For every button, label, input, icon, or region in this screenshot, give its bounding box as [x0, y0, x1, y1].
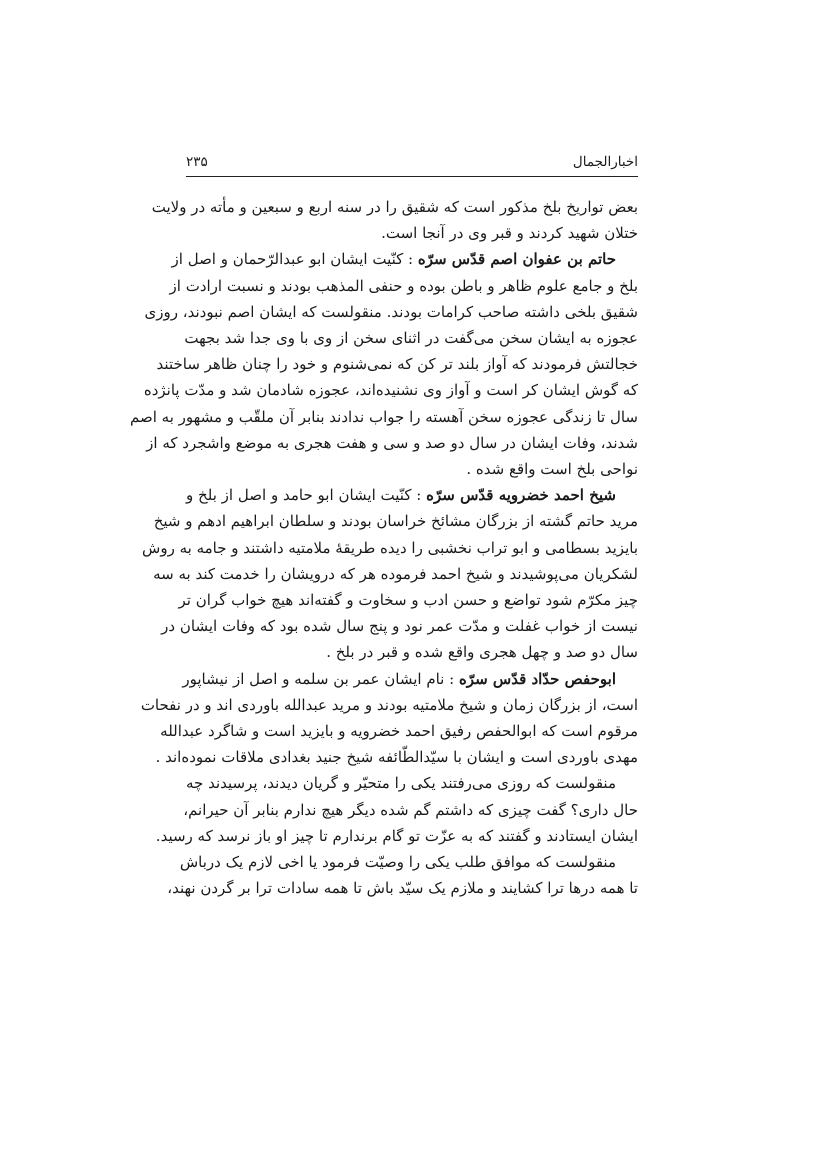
text-line	[186, 220, 638, 246]
text-line	[155, 823, 638, 849]
text-line	[156, 351, 638, 377]
text-line	[130, 404, 638, 430]
paragraph	[155, 770, 638, 849]
text-line	[186, 456, 638, 482]
text-line	[151, 194, 638, 220]
text-line	[186, 770, 638, 796]
text-line	[160, 718, 638, 744]
line-text: شقیق بلخی داشته صاحب کرامات بودند. منقولست که ایشان اصم نبودند، روزی	[144, 302, 638, 321]
paragraph	[130, 246, 638, 482]
text-line	[146, 430, 638, 456]
paragraph	[167, 849, 638, 901]
text-line	[142, 535, 638, 561]
line-text: ختلان شهید کردند و قبر وی در آنجا است.	[381, 224, 638, 243]
text-line	[171, 246, 638, 272]
text-line	[169, 273, 638, 299]
line-text: عجوزه به ایشان سخن می‌گفت در اثنای سخن از وی با وی جدا شد بجهت	[184, 329, 638, 348]
line-text: بلخ و جامع علوم ظاهر و باطن بوده و حنفی المذهب بودند و نسبت ارادت از	[169, 276, 638, 295]
line-text: نیست از خواب غفلت و مدّت عمر نود و پنج سال شده بود که وفات ایشان در	[161, 617, 638, 636]
line-text: حال داری؟ گفت چیزی که داشتم گم شده دیگر هیچ ندارم بنابر آن حیرانم،	[183, 800, 638, 819]
text-line	[167, 875, 638, 901]
entry-heading: حاتم بن عفوان اصم قدّس سرّه	[417, 250, 616, 269]
entry-heading: شیخ احمد خضرویه قدّس سرّه	[426, 486, 617, 505]
line-text: است، از بزرگان زمان و شیخ ملامتیه بودند و مرید عبدالله باوردی اند و در نفحات	[140, 695, 638, 714]
line-text: ایشان ایستادند و گفتند که به عزّت تو گام برندارم تا چیز او باز نرسد که رسید.	[155, 826, 638, 845]
text-line	[183, 797, 638, 823]
text-line	[186, 325, 638, 351]
text-line	[153, 508, 638, 534]
line-text: مرقوم است که ابوالحفص رفیق احمد خضرویه و بایزید است و شاگرد عبدالله	[160, 722, 638, 741]
text-line	[186, 639, 638, 665]
line-text: مرید حاتم گشته از بزرگان مشائخ خراسان بودند و سلطان ابراهیم ادهم و شیخ	[153, 512, 638, 531]
line-text: نواحی بلخ است واقع شده .	[466, 460, 638, 479]
text-body	[130, 194, 638, 901]
line-text: تا همه درها ترا کشایند و ملازم یک سیّد باش تا همه سادات ترا بر گردن نهند،	[167, 879, 638, 898]
line-text: : کنّیت ایشان ابو حامد و اصل از بلخ و	[186, 486, 427, 505]
page-number: ۲۳۵	[186, 154, 208, 170]
entry-heading: ابوحفص حدّاد قدّس سرّه	[458, 669, 616, 688]
line-text: بایزید بسطامی و ابو تراب نخشبی را دیده طریقهٔ ملامتیه داشتند و جامه به روش	[142, 538, 638, 557]
line-text: سال تا زندگی عجوزه سخن آهسته را جواب ندادند بنابر آن ملقّب و مشهور به اصم	[130, 407, 638, 426]
paragraph	[151, 194, 638, 246]
line-text: منقولست که موافق طلب یکی را وصیّت فرمود یا اخی لازم یک درباش	[179, 853, 616, 872]
paragraph	[140, 666, 638, 771]
line-text: منقولست که روزی می‌رفتند یکی را متحیّر و گریان دیدند، پرسیدند چه	[186, 774, 616, 793]
line-text: : نام ایشان عمر بن سلمه و اصل از نیشاپور	[182, 669, 459, 688]
book-title: اخبارالجمال	[572, 154, 638, 170]
text-line	[143, 377, 638, 403]
line-text: لشکریان می‌پوشیدند و شیخ احمد فرموده هر که درویشان را خدمت کند به سه	[153, 564, 638, 583]
line-text: بعض تواریخ بلخ مذکور است که شقیق را در سنه اربع و سبعین و مأته در ولایت	[151, 198, 638, 216]
line-text: خجالتش فرمودند که آواز بلند تر کن که نمی‌شنوم و خود را چنان ظاهر ساختند	[156, 355, 638, 374]
line-text: سال دو صد و چهل هجری واقع شده و قبر در بلخ .	[326, 643, 638, 662]
text-line	[155, 744, 638, 770]
text-line	[161, 613, 638, 639]
line-text: مهدی باوردی است و ایشان با سیّدالطّائفه شیخ جنید بغدادی ملاقات نموده‌اند .	[155, 748, 638, 767]
text-line	[153, 561, 638, 587]
line-text: شدند، وفات ایشان در سال دو صد و سی و هفت هجری به موضع واشجرد که از	[146, 433, 638, 452]
text-line	[182, 666, 638, 692]
line-text: : کنّیت ایشان ابو عبدالرّحمان و اصل از	[171, 250, 418, 269]
paragraph	[142, 482, 638, 665]
running-header	[186, 148, 638, 177]
text-line	[178, 587, 638, 613]
line-text: که گوش ایشان کر است و آواز وی نشنیده‌اند، عجوزه شادمان شد و مدّت پانژده	[143, 381, 638, 400]
line-text: چیز مکرّم شود تواضع و حسن ادب و سخاوت و گفته‌اند هیچ خواب گران تر	[178, 591, 638, 610]
text-line	[144, 299, 638, 325]
text-line	[140, 692, 638, 718]
text-line	[179, 849, 638, 875]
text-line	[186, 482, 638, 508]
